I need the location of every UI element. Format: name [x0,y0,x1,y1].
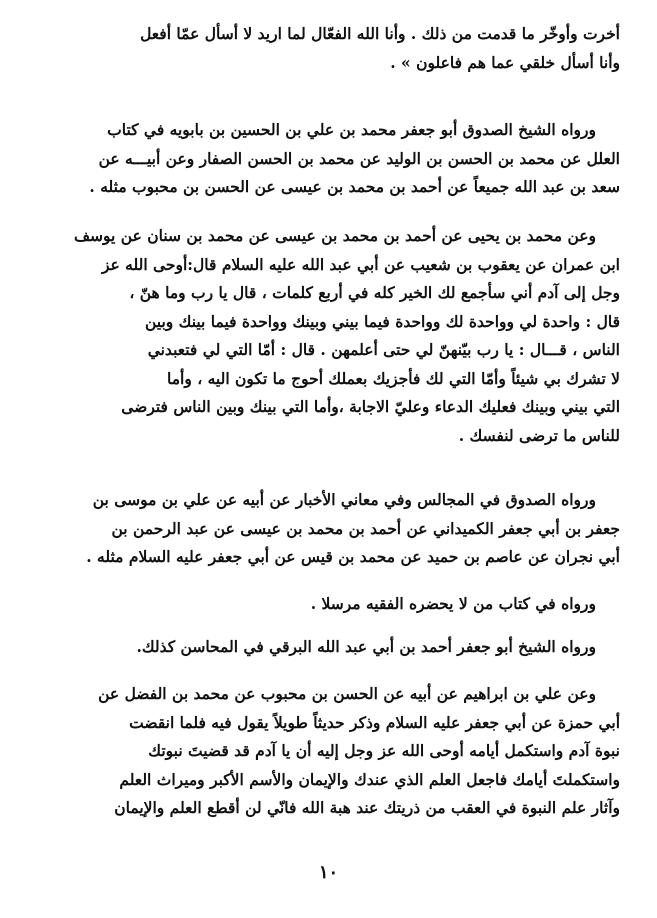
paragraph-line: وأنا أسأل خلقي عما هم فاعلون » . [390,52,620,72]
paragraph-line: أخرت وأوخّر ما قدمت من ذلك . وأنا الله الفعّال لما اريد لا أسأل عمّا أفعل [140,24,620,43]
paragraph-line: وعن محمد بن يحيى عن أحمد بن محمد بن عيسى عن محمد بن سنان عن يوسف [74,226,596,245]
paragraph-line: واستكملتَ أيامك فاجعل العلم الذي عندك والإيمان والأسم الأكبر وميراث العلم [119,769,620,789]
paragraph-line: وآثار علم النبوة في العقب من ذريتك عند هبة الله فانّي لن أقطع العلم والإيمان [114,798,620,817]
paragraph-line: العلل عن محمد بن الحسن بن الوليد عن محمد بن الحسن الصفار وعن أبيـــه عن [98,148,620,168]
paragraph-line: وعن علي بن ابراهيم عن أبيه عن الحسن بن محبوب عن محمد بن الفضل عن [98,684,596,703]
paragraph-line: ورواه الصدوق في المجالس وفي معاني الأخبار عن أبيه عن علي بن موسى بن [92,490,596,509]
paragraph-line: سعد بن عبد الله جميعاً عن أحمد بن محمد بن عيسى عن الحسن بن محبوب مثله . [89,177,620,196]
paragraph-line: نبوة آدم واستكمل أيامه أوحى الله عز وجل إليه أن يا آدم قد قضيتَ نبوتك [148,741,620,760]
paragraph-5 [52,590,620,619]
page-number: ١٠ [318,862,339,883]
paragraph-line: ابن عمران عن يعقوب بن شعيب عن أبي عبد الله عليه السلام قال:أوحى الله عز [101,254,620,274]
paragraph-7 [52,680,620,823]
paragraph-3 [52,222,620,450]
paragraph-line: ورواه في كتاب من لا يحضره الفقيه مرسلا . [310,594,596,613]
paragraph-line: لا تشرك بي شيئاً وأمّا التي لك فأجزيك بعملك أحوج ما تكون اليه ، وأما [167,368,620,388]
paragraph-line: ورواه الشيخ أبو جعفر أحمد بن أبي عبد الله البرقي في المحاسن كذلك. [136,637,596,656]
paragraph-line: أبي حمزة عن أبي جعفر عليه السلام وذكر حديثاً طويلاً يقول فيه فلما انقضت [129,712,620,732]
paragraph-line: الناس ، قـــال : يا رب بيّنهنّ لي حتى أعلمهن . قال : أمّا التي لي فتعبدني [147,340,620,359]
paragraph-line: قال : واحدة لي وواحدة لك وواحدة فيما بيني وبينك وواحدة فيما بينك وبين [144,311,620,331]
paragraph-line: التي بيني وبينك فعليك الدعاء وعليّ الاجابة ،وأما التي بينك وبين الناس فترضى [121,397,620,416]
paragraph-line: أبي نجران عن عاصم بن حميد عن محمد بن قيس عن أبي جعفر عليه السلام مثله . [86,547,620,566]
paragraph-line: جعفر بن أبي جعفر الكميداني عن أحمد بن محمد بن عيسى عن عبد الرحمن بن [111,518,620,538]
paragraph-line: وجل إلى آدم أني سأجمع لك الخير كله في أربع كلمات ، قال يا رب وما هنّ ، [129,283,620,302]
paragraph-line: ورواه الشيخ الصدوق أبو جعفر محمد بن علي بن الحسين بن بابويه في كتاب [107,120,596,139]
paragraph-4 [52,486,620,572]
paragraph-2 [52,116,620,202]
paragraph-6 [52,633,620,662]
paragraph-1 [52,20,620,77]
paragraph-line: للناس ما ترضى لنفسك . [458,425,620,445]
